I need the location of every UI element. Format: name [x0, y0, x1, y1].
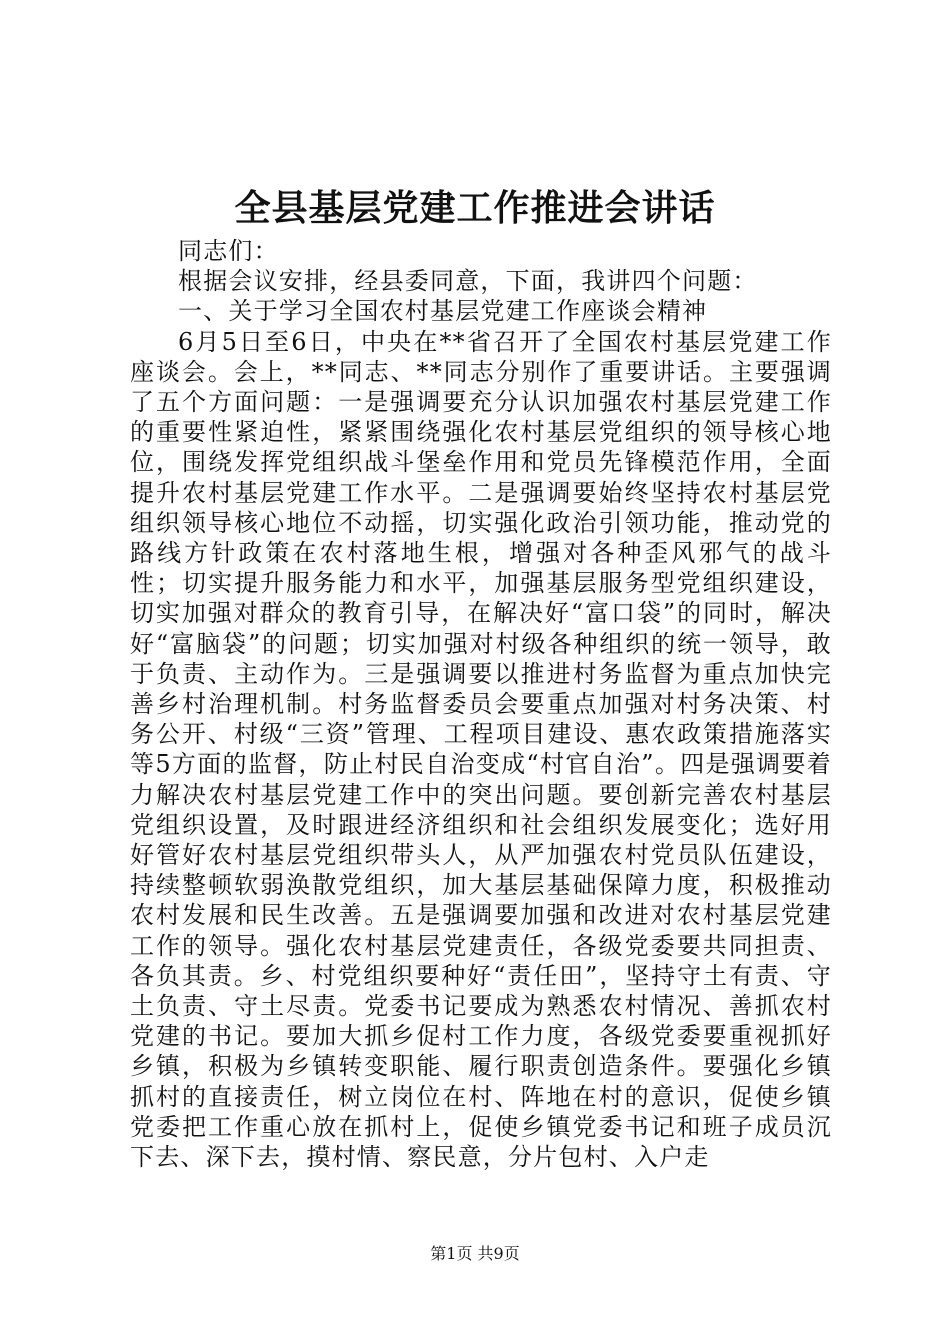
salutation: 同志们： — [178, 237, 279, 265]
document-title: 全县基层党建工作推进会讲话 — [234, 187, 716, 229]
paragraph-intro: 根据会议安排，经县委同意，下面，我讲四个问题： — [178, 267, 758, 296]
section-heading: 一、关于学习全国农村基层党建工作座谈会精神 — [178, 297, 708, 326]
document-body — [130, 236, 832, 1172]
paragraph-main: 6月5日至6日，中央在**省召开了全国农村基层党建工作座谈会。会上，**同志、**同志分别作了重要讲话。主要强调了五个方面问题：一是强调要充分认识加强农村基层党建工作的重要性紧迫性，紧紧围绕强化农村基层党组织的领导核心地位，围绕发挥党组织战斗堡垒作用和党员先锋模范作用，全面提升农村基层党建工作水平。二是强调要始终坚持农村基层党组织领导核心地位不动摇，切实强化政治引领功能，推动党的路线方针政策在农村落地生根，增强对各种歪风邪气的战斗性；切实提升服务能力和水平，加强基层服务型党组织建设，切实加强对群众的教育引导，在解决好“富口袋”的同时，解决好“富脑袋”的问题；切实加强对村级各种组织的统一领导，敢于负责、主动作为。三是强调要以推进村务监督为重点加快完善乡村治理机制。村务监督委员会要重点加强对村务决策、村务公开、村级“三资”管理、工程项目建设、惠农政策措施落实等5方面的监督，防止村民自治变成“村官自治”。四是强调要着力解决农村基层党建工作中的突出问题。要创新完善农村基层党组织设置，及时跟进经济组织和社会组织发展变化；选好用好管好农村基层党组织带头人，从严加强农村党员队伍建设，持续整顿软弱涣散党组织，加大基层基础保障力度，积极推动农村发展和民生改善。五是强调要加强和改进对农村基层党建工作的领导。强化农村基层党建责任，各级党委要共同担责、各负其责。乡、村党组织要种好“责任田”，坚持守土有责、守土负责、守土尽责。党委书记要成为熟悉农村情况、善抓农村党建的书记。要加大抓乡促村工作力度，各级党委要重视抓好乡镇，积极为乡镇转变职能、履行职责创造条件。要强化乡镇抓村的直接责任，树立岗位在村、阵地在村的意识，促使乡镇党委把工作重心放在抓村上，促使乡镇党委书记和班子成员沉下去、深下去，摸村情、察民意，分片包村、入户走 — [130, 327, 832, 1172]
page-number: 第1页 共9页 — [430, 1244, 520, 1263]
